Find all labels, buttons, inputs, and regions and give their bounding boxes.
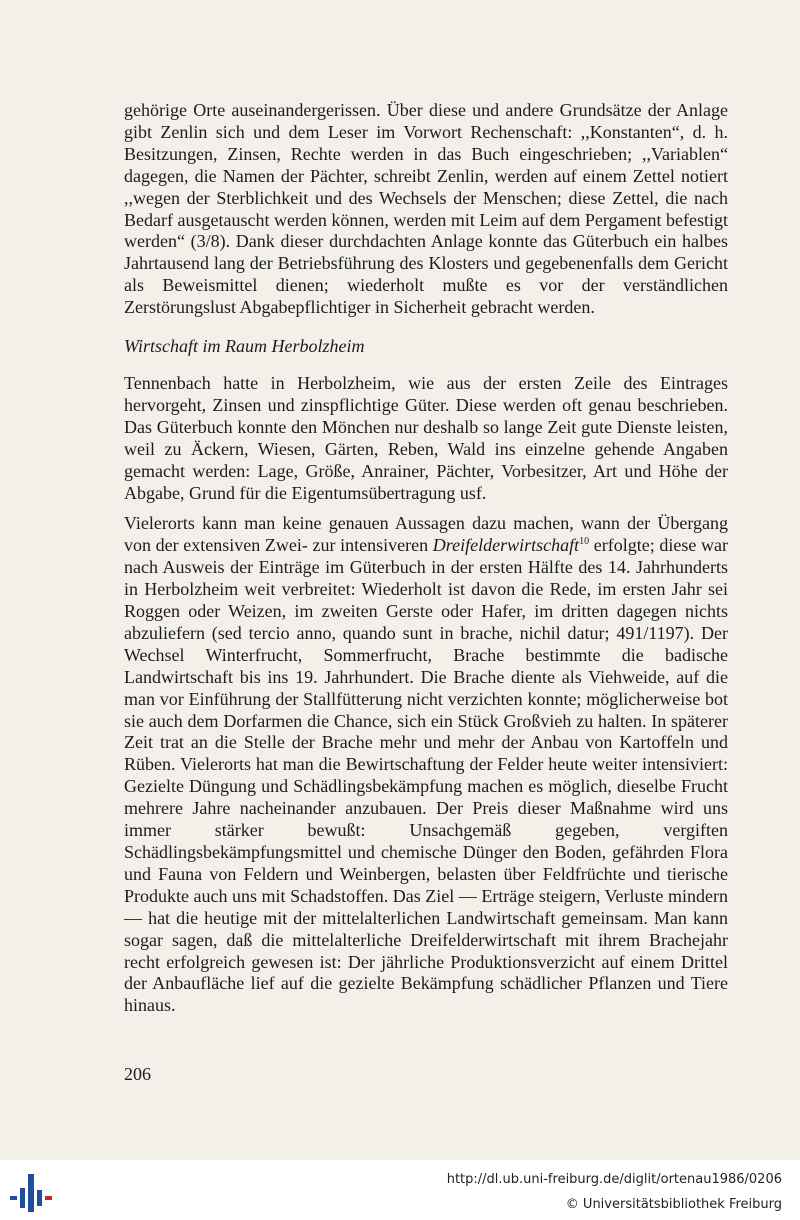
page-number: 206 [124, 1064, 151, 1084]
body-text [124, 100, 728, 1017]
copyright-text: © Universitätsbibliothek Freiburg [565, 1197, 782, 1212]
document-url-link[interactable]: http://dl.ub.uni-freiburg.de/diglit/ortenau1986/0206 [446, 1172, 782, 1187]
paragraph-1: gehörige Orte auseinandergerissen. Über diese und andere Grundsätze der Anlage gibt Zenlin sich und dem Leser im Vorwort Rechenschaft: ,,Konstanten“, d. h. Besitzungen, Zinsen, Rechte werden in das Buch eingeschrieben; ,,Variablen“ dagegen, die Namen der Pächter, schreibt Zenlin, werden auf einem Zettel notiert ,,wegen der Sterblichkeit und des Wechsels der Menschen; diese Zettel, die nach Bedarf ausgetauscht werden können, werden mit Leim auf dem Pergament befestigt werden“ (3/8). Dank dieser durchdachten Anlage konnte das Güterbuch ein halbes Jahrtausend lang der Betriebsführung des Klosters und gegebenenfalls dem Gericht als Beweismittel dienen; wiederholt mußte es vor der verständlichen Zerstörungslust Abgabepflichtiger in Sicherheit gebracht werden. [124, 100, 728, 318]
paragraph-3-part-1: Vielerorts kann man keine genauen Aussagen dazu machen, wann der Übergang von der extensiven Zwei- zur intensiveren [124, 513, 728, 556]
paragraph-3-part-2: erfolgte; diese war nach Ausweis der Einträge im Güterbuch in der ersten Hälfte des 14. Jahrhunderts in Herbolzheim weit verbreitet: Wiederholt ist davon die Rede, im ersten Jahr sei Roggen oder Weizen, im zweiten Gerste oder Hafer, im dritten dagegen nichts abzuliefern (sed tercio anno, quando sunt in brache, nichil datur; 491/1197). Der Wechsel Winterfrucht, Sommerfrucht, Brache bestimmte die badische Landwirtschaft bis ins 19. Jahrhundert. Die Brache diente als Viehweide, auf die man vor Einführung der Stallfütterung nicht verzichten konnte; möglicherweise bot sie auch dem Dorfarmen die Chance, sich ein Stück Großvieh zu halten. In späterer Zeit trat an die Stelle der Brache mehr und mehr der Anbau von Kartoffeln und Rüben. Vielerorts hat man die Bewirtschaftung der Felder heute weiter intensiviert: Gezielte Düngung und Schädlingsbekämpfung machen es möglich, dieselbe Frucht mehrere Jahre nacheinander anzubauen. Der Preis dieser Maßnahme wird uns immer stärker bewußt: Unsachgemäß gegeben, vergiften Schädlingsbekämpfungsmittel und chemische Dünger den Boden, gefährden Flora und Fauna von Feldern und Weinbergen, belasten über Feldfrüchte und tierische Produkte auch uns mit Schadstoffen. Das Ziel — Erträge steigern, Verluste mindern — hat die heutige mit der mittelalterlichen Landwirtschaft gemeinsam. Man kann sogar sagen, daß die mittelalterliche Dreifelderwirtschaft mit ihrem Brachejahr recht erfolgreich gewesen ist: Der jährliche Produktionsverzicht auf einem Drittel der Anbaufläche lief auf die gezielte Bekämpfung schädlicher Pflanzen und Tiere hinaus. [124, 535, 729, 1016]
paragraph-3 [124, 513, 728, 1017]
paragraph-2: Tennenbach hatte in Herbolzheim, wie aus der ersten Zeile des Eintrages hervorgeht, Zinsen und zinspflichtige Güter. Diese werden oft genau beschrieben. Das Güterbuch konnte den Mönchen nur deshalb so lange Zeit gute Dienste leisten, weil zu Äckern, Wiesen, Gärten, Reben, Wald ins einzelne gehende Angaben gemacht werden: Lage, Größe, Anrainer, Pächter, Vorbesitzer, Art und Höhe der Abgabe, Grund für die Eigentumsübertragung usf. [124, 372, 728, 503]
section-heading: Wirtschaft im Raum Herbolzheim [124, 336, 365, 357]
library-logo-icon [10, 1170, 52, 1214]
term-dreifelderwirtschaft: Dreifelderwirtschaft [432, 535, 580, 556]
footnote-reference: 10 [579, 536, 590, 548]
